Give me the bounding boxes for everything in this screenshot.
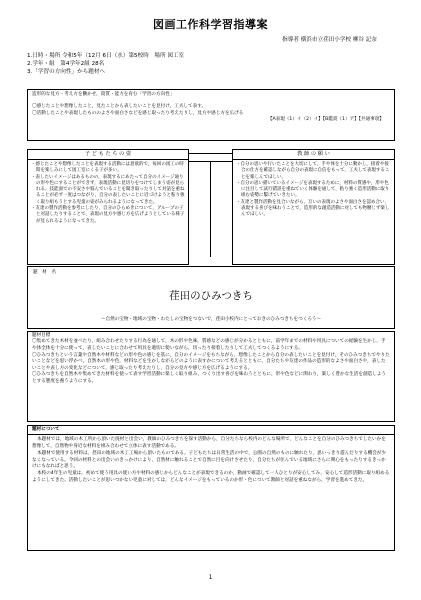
- children-item-1: ・ 感じたことや想像したことを表現する活動には意欲的で，毎回の図工の時間を楽しみにして図工室にくる子が多い。: [31, 162, 185, 175]
- children-item-3: ・ 友達の製作活動を参考にしたり，自分のひらめきについて，グループの子と対話したりすることで，表現の見方や感じ方を広げようとしている様子が見られるようになってきた。: [31, 206, 185, 225]
- about-box: [27, 425, 395, 551]
- children-heading: 子 ど も た ち の 姿: [28, 150, 188, 160]
- about-heading: 題材について: [32, 427, 60, 432]
- instructor-line: 指導者 横浜市立荏田小学校 柳谷 記奈: [282, 37, 377, 43]
- goals-box: [27, 331, 395, 422]
- theme-label: 題 材 名: [33, 270, 56, 275]
- goal-item-2: 〇ひみつきちという言葉や自然木や材料などの形や色の感じを基に，自分のイメージをもちながら，想像したことから自分の表したいことを見付け，そのひみつきちでやりたいことなどを思い浮かべ，自然木の形や色，材料などを生かしながらどのように表すかについて考えるとともに，自分たちや友達の作品の造形的なよさや面白さや，表したいことや表し方の変化などについて，感じ取ったり考えたりし，自分の見方や感じ方を広げるようにする。: [32, 352, 390, 371]
- direction-heading: 造形的な見方・考え方を働かせ，資質・能力を育む「学習の方向性」: [32, 92, 175, 97]
- about-paragraph-1: 本題材では，地域の木工所から頂いた廃材と出会い，教師のひみつきちを探す活動から，自分たちなら校内のどんな場所で，どんなことを自分のひみつきちでしたいかを想像して，自然物や身近な材料を組み合わせて立体に表す活動である。: [32, 437, 386, 449]
- page-number: 1: [208, 574, 213, 581]
- teacher-list: [233, 160, 394, 219]
- direction-bullet-2: 〇活動したことや表現したもののよさや面白さなどを感じ取ったり考えたりし，見方や感じ方を広げる: [32, 110, 244, 116]
- meta-direction-heading: 3.「学習の方向性」から題材へ: [27, 69, 106, 75]
- children-profile-box: [27, 149, 189, 265]
- about-paragraph-3: 本校の4年生の児童は，初めて使う用具の使い方や材料の感じからどんなことが表現できるのか，動画で確認して一人ひとりが安心してみ，安心して造形活動に取り組めるようにしてきた。活動したいことが思いつかない児童に対しては，どんなイメージをもっているのか形・色について教師と対話を重ねながら，学習を進めてきた。: [32, 471, 390, 483]
- children-item-2: ・ 表したいイメージはあるものの，表現するにあたって自分のイメージ通りの形や色にすることができず，表現活動に見切りをつけてしまう姿が見られる。技能面での不安さや悩んでいることを聞き取ったりして対話を重ねることが必ず一度はつながり，自分の表したいことに近づけようと粘り強く取り組もうとする児童の姿がみられるようになってきた。: [31, 175, 185, 206]
- teacher-item-1: ・ 自分の思いや行いたことを大切にして，手や体を十分に動かし，接着や接合の仕方を確認しながら自分の表現に自信をもって，工夫して表現することを楽しんでほしい。: [236, 162, 391, 181]
- teacher-heading: 教 師 の 願 い: [233, 150, 394, 160]
- meta-block: [27, 52, 184, 76]
- teacher-item-3: ・ 友達と製作活動を見合いながら，互いの表現のよさや面白さを認め合い，表現する喜びを味わうことで，造形的な創造活動に対しても物腰じず楽しんでほしい。: [236, 200, 391, 219]
- children-list: [28, 160, 188, 225]
- learning-direction-box: [27, 89, 395, 141]
- goal-item-3: 〇ひみつきちを自然木や集めてきた材料を使って表す学習活動に楽しく取り組み，つくり出す喜びを味わうとともに，形や色などに関わり，楽しく豊かな生活を創造しようとする態度を養うようにする。: [32, 372, 386, 384]
- goal-item-1: 〇集めてきた木材を並べたり，組み合わせたりする行為を通して，木の形や色味，質感などの感じが分かるとともに，前学年までの材料や用具についての経験を生かし，手や体全体を十分に使って，表したいことに合わせて用具を適切に使いながら，切ったり接着したりして工夫してつくるようにする。: [32, 339, 386, 351]
- about-paragraph-2: 本題材で使用する材料は，荏田の地域の木工工場から頂いたものである。子どもたちは日常生活の中で，公園の自然のものに触れたり，思いっきり遊んだりする機会が少なくなっている。今回の材料との出会いのきっかけにより，自然材に触れることで自然に目を向けさせたり，自分たちが住んでいる地域にさらに関心をもったりするきっかけにもなればと思う。: [32, 450, 387, 470]
- document-title: 図画工作科学習指導案: [153, 18, 268, 31]
- goals-heading: 題材目標: [32, 333, 51, 338]
- teacher-item-2: ・ 自分の思い描いているイメージを表現するために，材料の質感や，形や色に注目して試行錯誤を重ねていく体験を通して，粘り強く造形活動に取り組む姿勢に繋げていきたい。: [236, 181, 391, 200]
- theme-box: [27, 266, 395, 329]
- meta-grade: 2.学年・組 第4学年2組 28名: [27, 61, 105, 67]
- connector-vertical-line: [210, 161, 211, 257]
- about-divider: [28, 434, 394, 435]
- theme-subtitle: 〜自然の宝物・地域の宝物・わたしの宝物をつないで，荏田小校内にとっておきのひみつきちをつくろう〜: [100, 317, 322, 322]
- teacher-wishes-box: [232, 149, 395, 265]
- meta-datetime: 1.日時・場所 令和5年（12月 6日（水）第5校時 場所 図工室: [27, 53, 185, 59]
- theme-title: 荏田のひみつきち: [169, 290, 253, 302]
- direction-bullet-1: 〇感じたことや想像したこと，見たことから表したいことを見付け，工夫して表す。: [32, 104, 207, 110]
- direction-tag: 【A表現（1）イ（2）イ】【B鑑賞（1）ア】【共通事項】: [267, 117, 384, 123]
